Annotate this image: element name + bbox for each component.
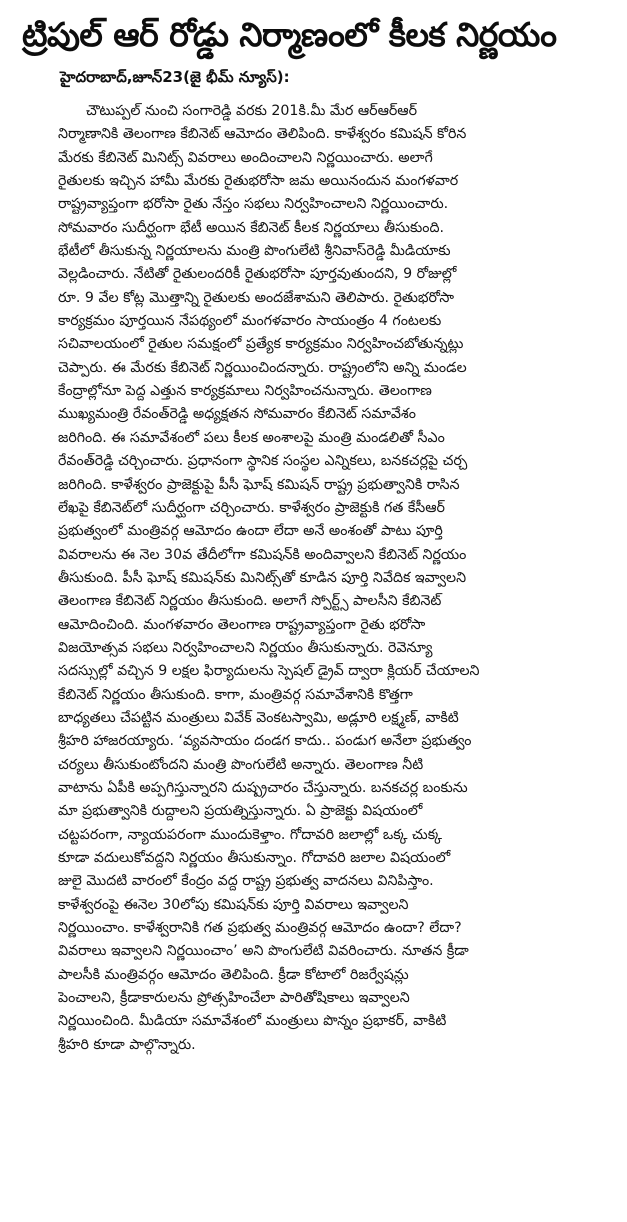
body-line: చర్యలు తీసుకుంటోందని మంత్రి పొంగులేటి అన్నారు. తెలంగాణ నీటి xyxy=(58,756,424,773)
body-line: వివరాలను ఈ నెల 30వ తేదీలోగా కమిషన్‌కి అందివ్వాలని కేబినెట్ నిర్ణయం xyxy=(58,546,467,563)
body-line: తీసుకుంది. పీసీ ఘోష్ కమిషన్‌కు మినిట్స్‌తో కూడిన పూర్తి నివేదిక ఇవ్వాలని xyxy=(58,569,467,586)
body-line: వాటాను ఏపీకి అప్పగిస్తున్నారని దుష్ప్రచారం చేస్తున్నారు. బనకచర్ల బంకును xyxy=(58,779,468,796)
body-line: కూడా వదులుకోవద్దని నిర్ణయం తీసుకున్నాం. గోదావరి జలాల విషయంలో xyxy=(58,850,451,866)
body-line: నిర్మాణానికి తెలంగాణ కేబినెట్ ఆమోదం తెలిపింది. కాళేశ్వరం కమిషన్ కోరిన xyxy=(58,126,467,143)
body-line: రాష్ట్రవ్యాప్తంగా భరోసా రైతు నేస్తం సభలు నిర్వహించాలని నిర్ణయించారు. xyxy=(58,196,449,213)
body-line: ఆమోదించింది. మంగళవారం తెలంగాణ రాష్ట్రవ్యాప్తంగా రైతు భరోసా xyxy=(58,616,426,633)
body-line: నిర్ణయించింది. మీడియా సమావేశంలో మంత్రులు పొన్నం ప్రభాకర్, వాకిటి xyxy=(58,1013,447,1030)
body-line: బాధ్యతలు చేపట్టిన మంత్రులు వివేక్ వెంకటస్వామి, అడ్లూరి లక్ష్మణ్, వాకిటి xyxy=(58,709,459,726)
body-line: ముఖ్యమంత్రి రేవంత్‌రెడ్డి అధ్యక్షతన సోమవారం కేబినెట్ సమావేశం xyxy=(58,406,416,423)
body-line: మా ప్రభుత్వానికి రుద్దాలని ప్రయత్నిస్తున్నారు. ఏ ప్రాజెక్టు విషయంలో xyxy=(58,803,423,820)
body-line: జులై మొదటి వారంలో కేంద్రం వద్ద రాష్ట్ర ప్రభుత్వ వాదనలు వినిపిస్తాం. xyxy=(58,873,434,890)
body-line: వెల్లడించారు. నేటితో రైతులందరికీ రైతుభరోసా పూర్తవుతుందని, 9 రోజుల్లో xyxy=(58,266,457,283)
body-line: విజయోత్సవ సభలు నిర్వహించాలని నిర్ణయం తీసుకున్నారు. రెవెన్యూ xyxy=(58,639,433,656)
body-line: జరిగింది. ఈ సమావేశంలో పలు కీలక అంశాలపై మంత్రి మండలితో సీఎం xyxy=(58,429,445,446)
body-line: రేవంత్‌రెడ్డి చర్చించారు. ప్రధానంగా స్థానిక సంస్థల ఎన్నికలు, బనకచర్లపై చర్చ xyxy=(58,453,468,470)
body-line: శ్రీహరి హాజరయ్యారు. ‘వ్యవసాయం దండగ కాదు.. పండుగ అనేలా ప్రభుత్వం xyxy=(58,733,472,750)
body-line: లేఖపై కేబినెట్‌లో సుదీర్ఘంగా చర్చించారు. కాళేశ్వరం ప్రాజెక్టుకి గత కేసీఆర్ xyxy=(58,499,445,516)
body-line: కార్యక్రమం పూర్తయిన నేపథ్యంలో మంగళవారం సాయంత్రం 4 గంటలకు xyxy=(58,313,442,330)
body-line: శ్రీహరి కూడా పాల్గొన్నారు. xyxy=(58,1036,196,1053)
body-line: తెలంగాణ కేబినెట్ నిర్ణయం తీసుకుంది. అలాగే స్పోర్ట్స్ పాలసీని కేబినెట్ xyxy=(58,593,442,610)
body-line: చౌటుప్పల్ నుంచి సంగారెడ్డి వరకు 201కి.మీ మేర ఆర్ఆర్ఆర్ xyxy=(86,103,418,119)
article-body xyxy=(58,100,620,1057)
body-line: కాళేశ్వరంపై ఈనెల 30లోపు కమిషన్‌కు పూర్తి వివరాలు ఇవ్వాలని xyxy=(58,896,409,913)
body-line: ప్రభుత్వంలో మంత్రివర్గ ఆమోదం ఉందా లేదా అనే అంశంతో పాటు పూర్తి xyxy=(58,523,443,540)
article-headline: ట్రిపుల్ ఆర్ రోడ్డు నిర్మాణంలో కీలక నిర్ణయం xyxy=(22,15,557,54)
body-line: సదస్సుల్లో వచ్చిన 9 లక్షల ఫిర్యాదులను స్పెషల్ డ్రైవ్ ద్వారా క్లియర్ చేయాలని xyxy=(58,663,480,680)
body-line: కేబినెట్ నిర్ణయం తీసుకుంది. కాగా, మంత్రివర్గ సమావేశానికి కొత్తగా xyxy=(58,686,413,703)
body-line: భేటీలో తీసుకున్న నిర్ణయాలను మంత్రి పొంగులేటి శ్రీనివాస్‌రెడ్డి మీడియాకు xyxy=(58,243,451,260)
body-line: చెప్పారు. ఈ మేరకు కేబినెట్ నిర్ణయించిందన్నారు. రాష్ట్రంలోని అన్ని మండల xyxy=(58,359,467,376)
body-line: కేంద్రాల్లోనూ పెద్ద ఎత్తున కార్యక్రమాలు నిర్వహించనున్నారు. తెలంగాణ xyxy=(58,383,432,400)
body-line: రూ. 9 వేల కోట్ల మొత్తాన్ని రైతులకు అందజేశామని తెలిపారు. రైతుభరోసా xyxy=(58,289,454,306)
body-line: రైతులకు ఇచ్చిన హామీ మేరకు రైతుభరోసా జమ అయినందున మంగళవార xyxy=(58,173,459,190)
body-line: సోమవారం సుదీర్ఘంగా భేటీ అయిన కేబినెట్ కీలక నిర్ణయాలు తీసుకుంది. xyxy=(58,219,445,236)
body-line: నిర్ణయించాం. కాళేశ్వరానికి గత ప్రభుత్వ మంత్రివర్గ ఆమోదం ఉందా? లేదా? xyxy=(58,920,462,937)
body-line: జరిగింది. కాళేశ్వరం ప్రాజెక్టుపై పీసీ ఘోష్ కమిషన్ రాష్ట్ర ప్రభుత్వానికి రాసిన xyxy=(58,476,460,493)
article-dateline: హైదరాబాద్,జూన్23(జై భీమ్ న్యూస్): xyxy=(60,68,290,86)
body-line: వివరాలు ఇవ్వాలని నిర్ణయించాం’ అని పొంగులేటి వివరించారు. నూతన క్రీడా xyxy=(58,943,469,960)
body-line: సచివాలయంలో రైతుల సమక్షంలో ప్రత్యేక కార్యక్రమం నిర్వహించబోతున్నట్లు xyxy=(58,336,464,353)
body-line: మేరకు కేబినెట్ మినిట్స్ వివరాలు అందించాలని నిర్ణయించారు. అలాగే xyxy=(58,149,433,166)
body-line: చట్టపరంగా, న్యాయపరంగా ముందుకెళ్తాం. గోదావరి జలాల్లో ఒక్క చుక్క xyxy=(58,826,442,843)
body-line: పాలసీకి మంత్రివర్గం ఆమోదం తెలిపింది. క్రీడా కోటాలో రిజర్వేషన్లు xyxy=(58,966,409,983)
body-line: పెంచాలని, క్రీడాకారులను ప్రోత్సహించేలా పారితోషికాలు ఇవ్వాలని xyxy=(58,990,410,1007)
